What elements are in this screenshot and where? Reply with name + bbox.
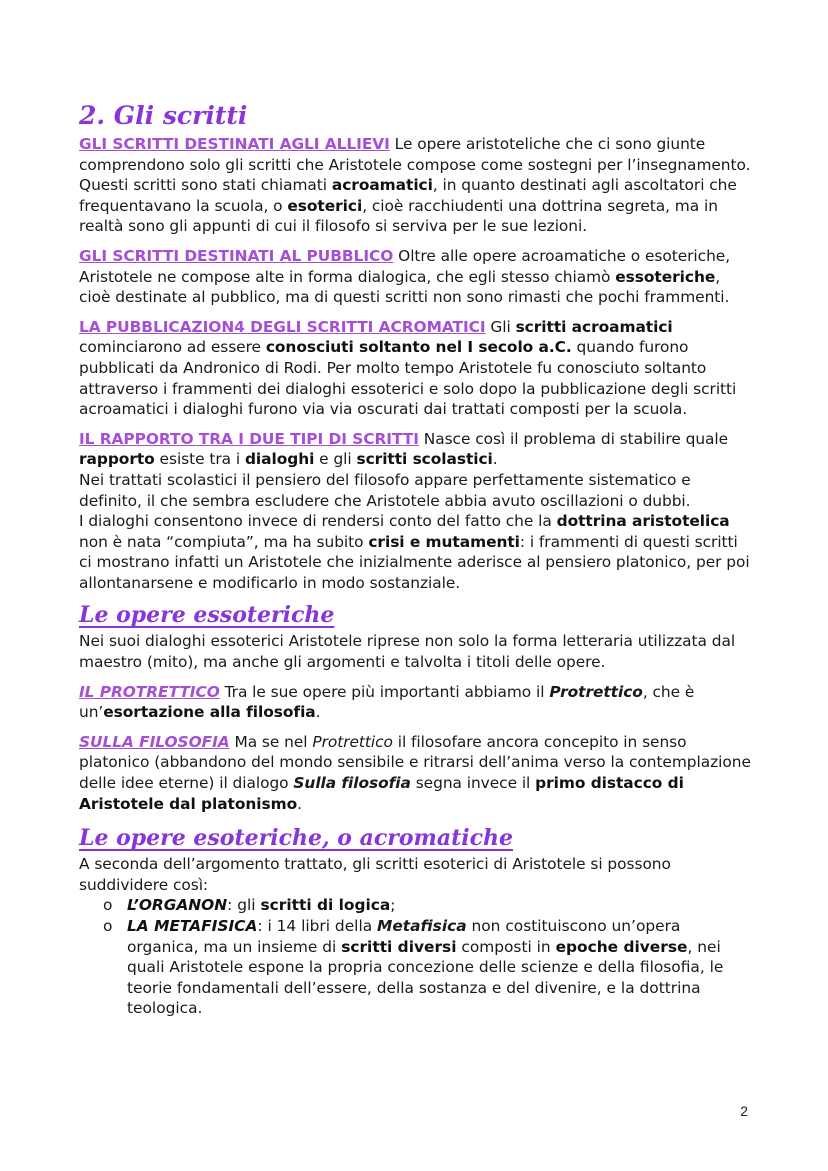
bold-text: esortazione alla filosofia [103,703,316,722]
text: Gli [485,317,516,336]
bold-text: primo distacco di Aristotele dal platonismo [79,774,684,813]
text: . [492,450,498,469]
tag-scritti-pubblico: GLI SCRITTI DESTINATI AL PUBBLICO [79,246,394,265]
paragraph-scritti-allievi [79,134,751,237]
tag-rapporto: IL RAPPORTO TRA I DUE TIPI DI SCRITTI [79,429,419,448]
bold-text: esoterici [287,196,363,215]
text: . [315,703,321,722]
bold-text: dottrina aristotelica [556,512,730,531]
bold-italic-text: Sulla filosofia [293,774,411,793]
bold-text: rapporto [79,450,155,469]
bold-text: epoche diverse [555,937,688,956]
text: e gli [314,450,357,469]
text: , nei quali Aristotele espone la propria concezione delle scienze e della filosofia, le teorie fondamentali dell’essere, della sostanza e del divenire, e la dottrina teologica. [127,937,724,1018]
text: Oltre alle opere acroamatiche o esoteriche, Aristotele ne compose alte in forma dialogica, che egli stesso chiamò [79,246,731,286]
list-item [103,916,751,1019]
tag-sulla-filosofia: SULLA FILOSOFIA [79,732,230,751]
bold-text: scritti acroamatici [515,317,673,336]
text: I dialoghi consentono invece di rendersi conto del fatto che la [79,512,557,531]
bold-italic-text: Protrettico [549,682,643,701]
bold-italic-text: Metafisica [377,917,467,935]
paragraph-sulla-filosofia [79,732,751,814]
heading-opere-esoteriche: Le opere esoteriche, o acromatiche [79,825,513,852]
text: . [297,794,302,813]
paragraph-pubblicazione [79,317,751,420]
bold-text: dialoghi [244,450,315,469]
heading-opere-essoteriche: Le opere essoteriche [79,602,335,629]
bullet-list [79,895,751,1019]
text: segna invece il [410,774,536,793]
tag-scritti-allievi: GLI SCRITTI DESTINATI AGLI ALLIEVI [79,135,390,153]
bold-text: scritti scolastici [356,450,493,469]
text: , in quanto destinati agli ascoltatori che frequentavano la scuola, o [79,176,737,215]
text: non costituiscono un’opera organica, ma un insieme di [127,917,681,956]
bullet-icon: o [103,896,113,915]
bold-text: essoteriche [615,267,716,286]
bold-text: crisi e mutamenti [368,532,520,551]
text: , cioè destinate al pubblico, ma di questi scritti non sono rimasti che pochi frammenti. [79,267,730,307]
paragraph-scritti-pubblico [79,246,751,308]
text: : gli [227,896,261,915]
paragraph-protrettico [79,682,751,723]
text: Nasce così il problema di stabilire quale [418,429,729,448]
tag-protrettico: IL PROTRETTICO [79,682,220,701]
paragraph-trattati: Nei trattati scolastici il pensiero del filosofo appare perfettamente sistematico e definito, il che sembra escludere che Aristotele abbia avuto oscillazioni o dubbi. [79,470,691,510]
bold-text: scritti di logica [260,896,391,915]
bullet-icon: o [103,917,113,935]
italic-text: Protrettico [312,732,393,751]
text: , cioè racchiudenti una dottrina segreta, ma in realtà sono gli appunti di cui il filosofo si serviva per le sue lezioni. [79,196,718,236]
text: ; [390,896,396,915]
text: cominciarono ad essere [79,338,266,357]
text: Ma se nel [229,732,313,751]
paragraph-dialoghi [79,511,751,593]
page-number: 2 [740,1103,748,1119]
bold-italic-text: L’ORGANON [127,896,228,915]
text: esiste tra i [154,450,245,469]
section-title: 2. Gli scritti [79,101,248,130]
bold-text: acroamatici [331,176,433,195]
text: non è nata “compiuta”, ma ha subito [79,532,369,551]
text: , che è un’ [79,682,695,722]
document-page [79,98,751,1019]
text: il filosofare ancora concepito in senso platonico (abbandono del mondo sensibile e ritrarsi dell’anima verso la contemplazione delle idee eterne) il dialogo [79,732,751,793]
text: quando furono pubblicati da Andronico di Rodi. Per molto tempo Aristotele fu conosciuto soltanto attraverso i frammenti dei dialoghi essoterici e solo dopo la pubblicazione degli scritti acroamatici i dialoghi furono via via oscurati dai trattati composti per la scuola. [79,338,737,419]
text: : i frammenti di questi scritti ci mostrano infatti un Aristotele che inizialmente aderisce al pensiero platonico, per poi allontanarsene e modificarlo in modo sostanziale. [79,532,750,592]
paragraph-suddivisione: A seconda dell’argomento trattato, gli scritti esoterici di Aristotele si possono suddividere così: [79,855,671,894]
text: Tra le sue opere più importanti abbiamo il [219,682,550,701]
text: : i 14 libri della [257,917,378,935]
tag-pubblicazione: LA PUBBLICAZION4 DEGLI SCRITTI ACROMATICI [79,317,486,336]
list-item [103,895,751,916]
bold-italic-text: LA METAFISICA [127,917,258,935]
paragraph-dialoghi-essoterici: Nei suoi dialoghi essoterici Aristotele riprese non solo la forma letteraria utilizzata dal maestro (mito), ma anche gli argomenti e talvolta i titoli delle opere. [79,632,736,672]
bold-text: scritti diversi [341,937,457,956]
text: composti in [456,937,556,956]
paragraph-rapporto [79,429,751,470]
text: Le opere aristoteliche che ci sono giunte comprendono solo gli scritti che Aristotele compose come sostegni per l’insegnamento. Questi scritti sono stati chiamati [79,135,751,195]
bold-text: conosciuti soltanto nel I secolo a.C. [265,338,572,357]
